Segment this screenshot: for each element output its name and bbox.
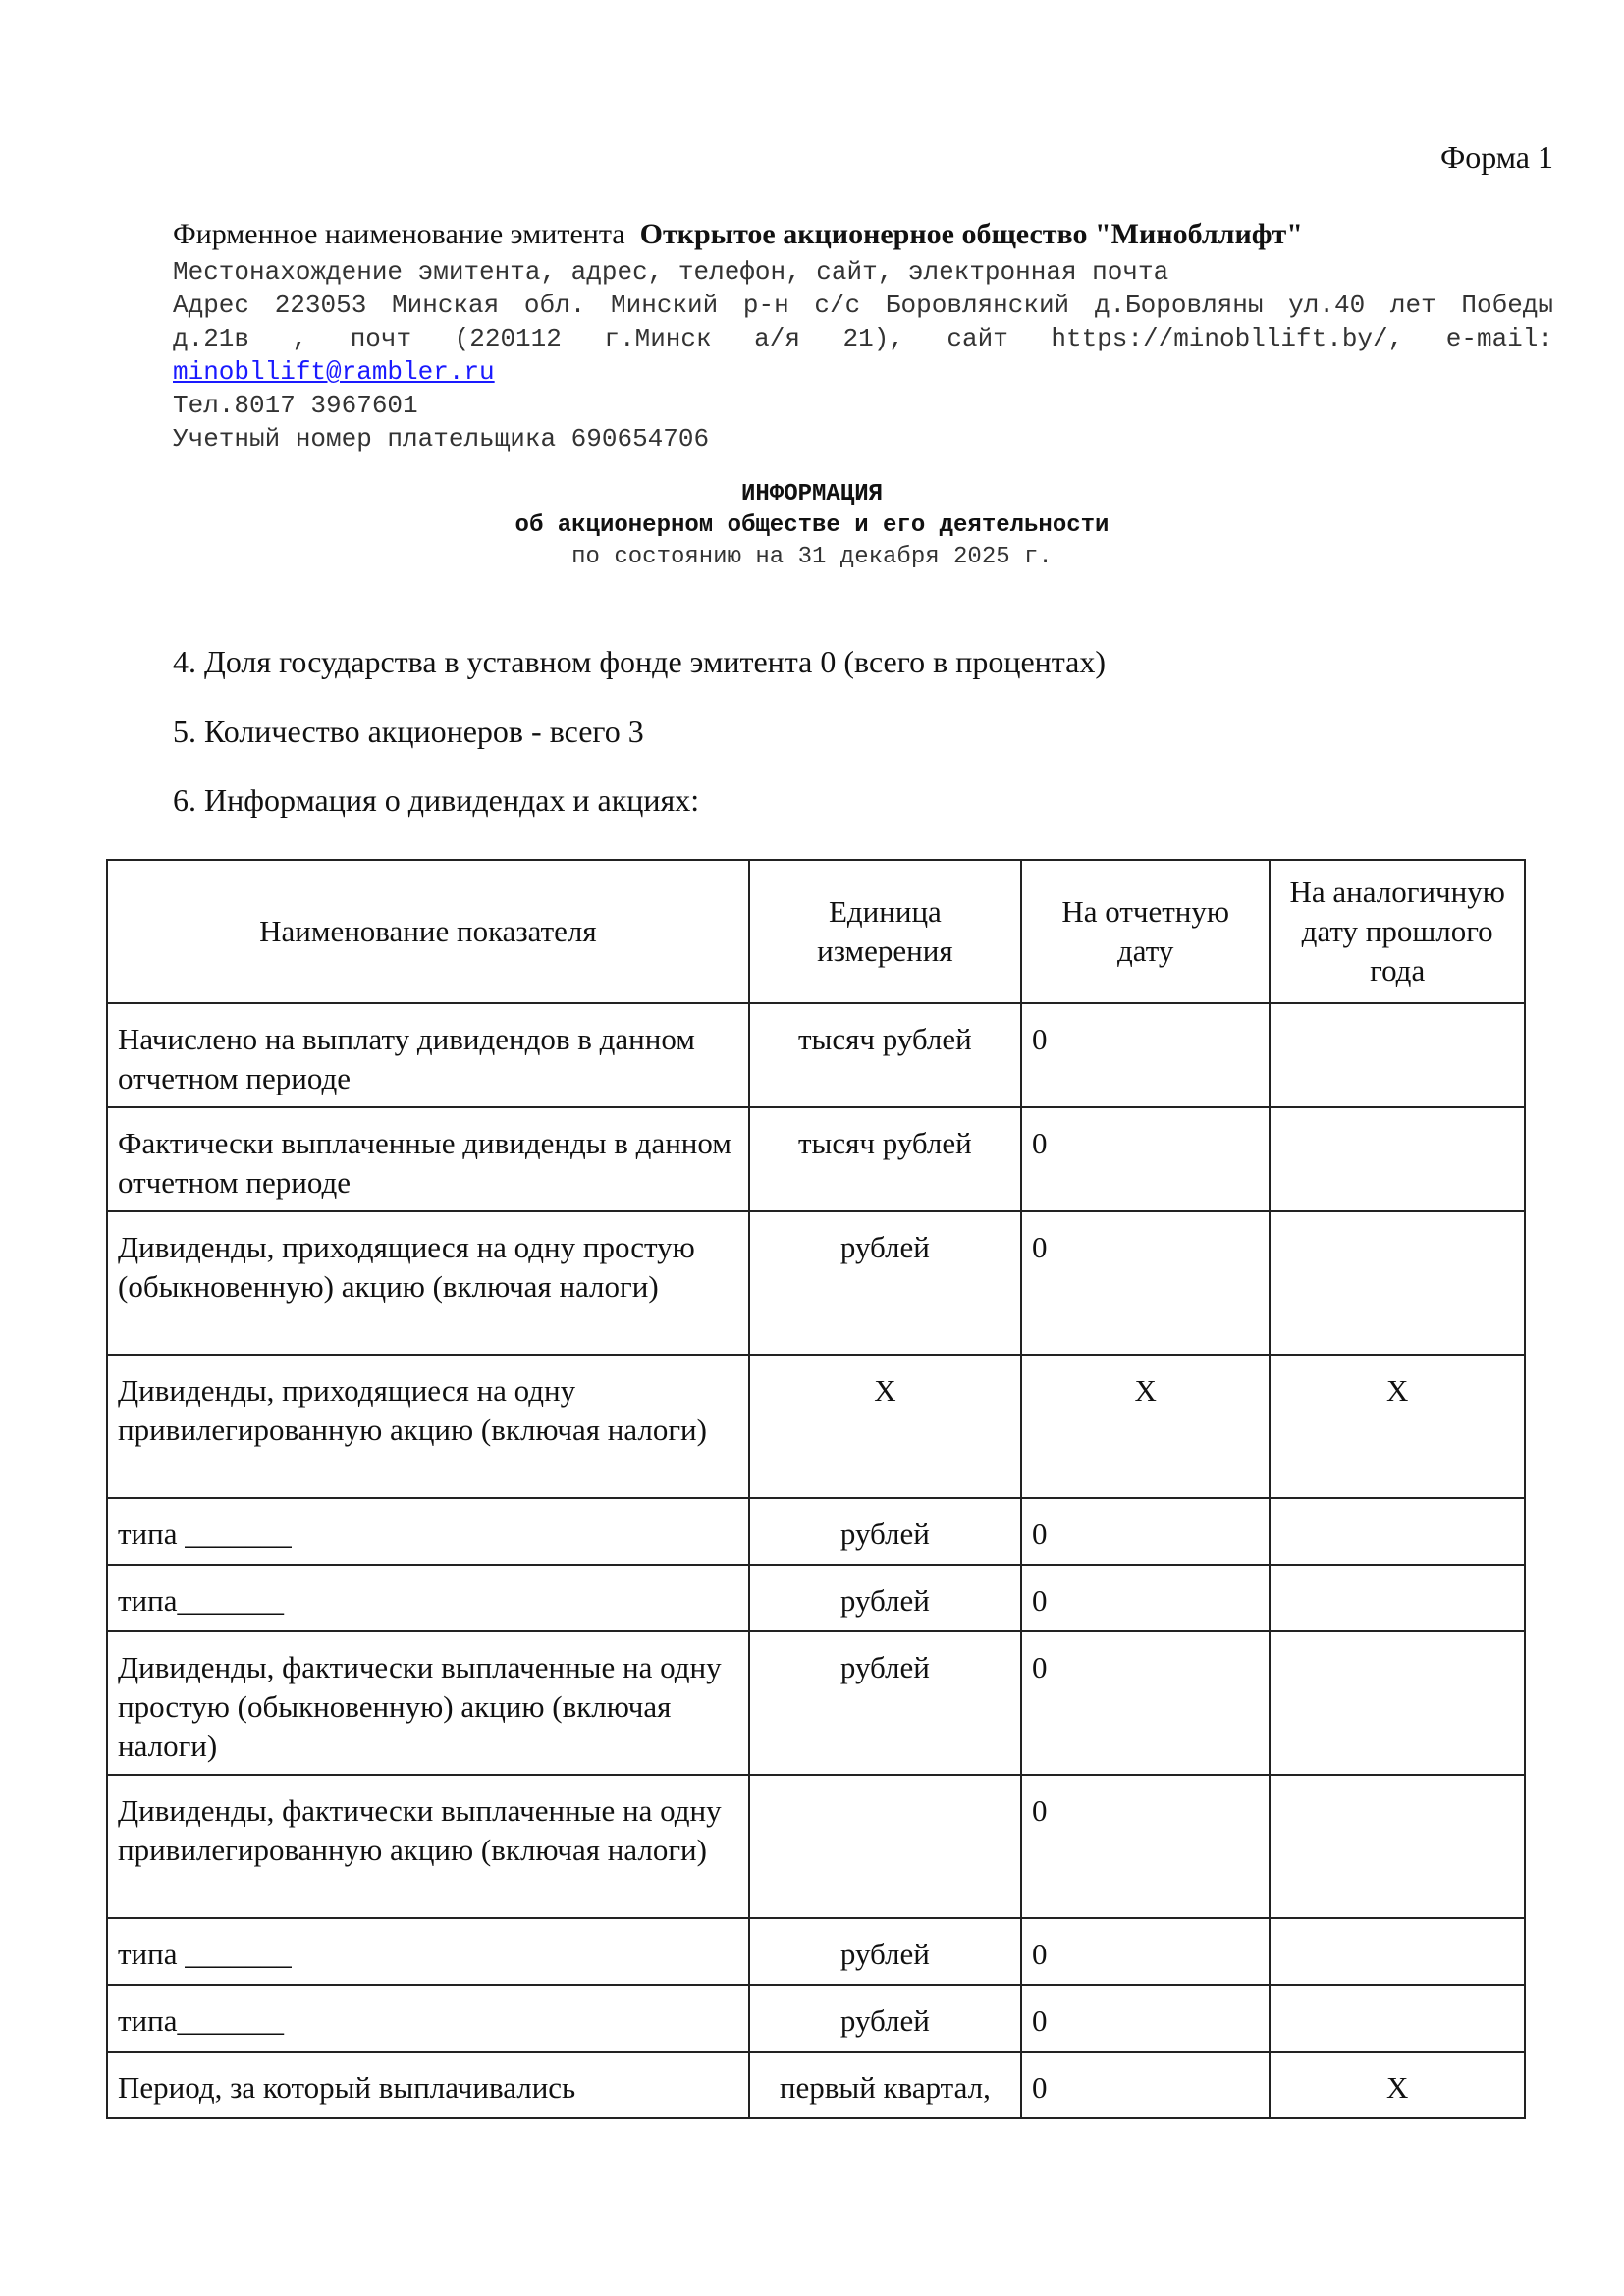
cell-previous: Х [1270,1355,1525,1498]
document-title [0,479,1624,573]
issuer-name-value: Открытое акционерное общество "Минобллифт" [639,218,1303,250]
cell-indicator: Дивиденды, фактически выплаченные на одну привилегированную акцию (включая налоги) [107,1775,749,1918]
cell-previous: Х [1270,2052,1525,2118]
table-row [107,1631,1525,1775]
cell-current: 0 [1021,1565,1270,1631]
header-current: На отчетную дату [1021,860,1270,1003]
cell-current: 0 [1021,1498,1270,1565]
table-row [107,1918,1525,1985]
issuer-name-line [173,214,1553,255]
cell-current: 0 [1021,1985,1270,2052]
header-unit: Единица измерения [749,860,1021,1003]
title-line-1: ИНФОРМАЦИЯ [740,481,884,507]
cell-previous [1270,1107,1525,1211]
cell-previous [1270,1918,1525,1985]
cell-indicator: типа _______ [107,1918,749,1985]
cell-indicator: Начислено на выплату дивидендов в данном отчетном периоде [107,1003,749,1107]
table-row [107,1985,1525,2052]
cell-indicator: Дивиденды, фактически выплаченные на одну простую (обыкновенную) акцию (включая налоги) [107,1631,749,1775]
header-indicator: Наименование показателя [107,860,749,1003]
phone-line: Тел.8017 3967601 [173,391,418,420]
address-line-1: Адрес 223053 Минская обл. Минский р-н с/с Боровлянский д.Боровляны ул.40 лет Победы [173,291,1553,320]
table-row [107,1003,1525,1107]
cell-current: 0 [1021,1003,1270,1107]
dividends-table [106,859,1526,2119]
cell-previous [1270,1003,1525,1107]
cell-unit: Х [749,1355,1021,1498]
cell-previous [1270,1565,1525,1631]
cell-unit: рублей [749,1498,1021,1565]
cell-current: 0 [1021,1211,1270,1355]
email-link[interactable]: minobllift@rambler.ru [173,357,495,387]
cell-previous [1270,1211,1525,1355]
cell-indicator: Фактически выплаченные дивиденды в данном отчетном периоде [107,1107,749,1211]
table-row [107,2052,1525,2118]
cell-current: 0 [1021,1918,1270,1985]
paragraph-dividends-heading: 6. Информация о дивидендах и акциях: [173,782,700,818]
title-line-2: об акционерном обществе и его деятельности [514,512,1110,539]
cell-previous [1270,1631,1525,1775]
cell-unit: рублей [749,1985,1021,2052]
cell-indicator: типа_______ [107,1565,749,1631]
paragraph-state-share: 4. Доля государства в уставном фонде эмитента 0 (всего в процентах) [173,644,1106,679]
cell-unit: рублей [749,1565,1021,1631]
cell-unit: рублей [749,1631,1021,1775]
cell-unit [749,1775,1021,1918]
table-header-row [107,860,1525,1003]
table-row [107,1107,1525,1211]
title-line-3: по состоянию на 31 декабря 2025 г. [571,544,1053,570]
cell-current: 0 [1021,1107,1270,1211]
table-row [107,1565,1525,1631]
cell-previous [1270,1985,1525,2052]
cell-previous [1270,1498,1525,1565]
cell-previous [1270,1775,1525,1918]
location-label: Местонахождение эмитента, адрес, телефон, сайт, электронная почта [173,257,1169,287]
cell-current: 0 [1021,1631,1270,1775]
table-row [107,1775,1525,1918]
cell-indicator: Период, за который выплачивались [107,2052,749,2118]
table-row [107,1211,1525,1355]
cell-unit: рублей [749,1918,1021,1985]
cell-unit: тысяч рублей [749,1107,1021,1211]
table-row [107,1498,1525,1565]
cell-indicator: типа_______ [107,1985,749,2052]
paragraph-shareholders: 5. Количество акционеров - всего 3 [173,714,644,749]
cell-unit: рублей [749,1211,1021,1355]
cell-indicator: Дивиденды, приходящиеся на одну привилегированную акцию (включая налоги) [107,1355,749,1498]
address-line-2: д.21в , почт (220112 г.Минск а/я 21), сайт https://minobllift.by/, e-mail: [173,324,1553,353]
taxpayer-number: Учетный номер плательщика 690654706 [173,424,710,454]
cell-indicator: типа _______ [107,1498,749,1565]
cell-current: 0 [1021,2052,1270,2118]
table-row [107,1355,1525,1498]
cell-current: 0 [1021,1775,1270,1918]
cell-indicator: Дивиденды, приходящиеся на одну простую (обыкновенную) акцию (включая налоги) [107,1211,749,1355]
issuer-name-label: Фирменное наименование эмитента [173,218,625,250]
issuer-header [173,214,1553,455]
cell-unit: первый квартал, [749,2052,1021,2118]
header-previous: На аналогичную дату прошлого года [1270,860,1525,1003]
cell-unit: тысяч рублей [749,1003,1021,1107]
cell-current: Х [1021,1355,1270,1498]
form-label: Форма 1 [1439,139,1553,175]
